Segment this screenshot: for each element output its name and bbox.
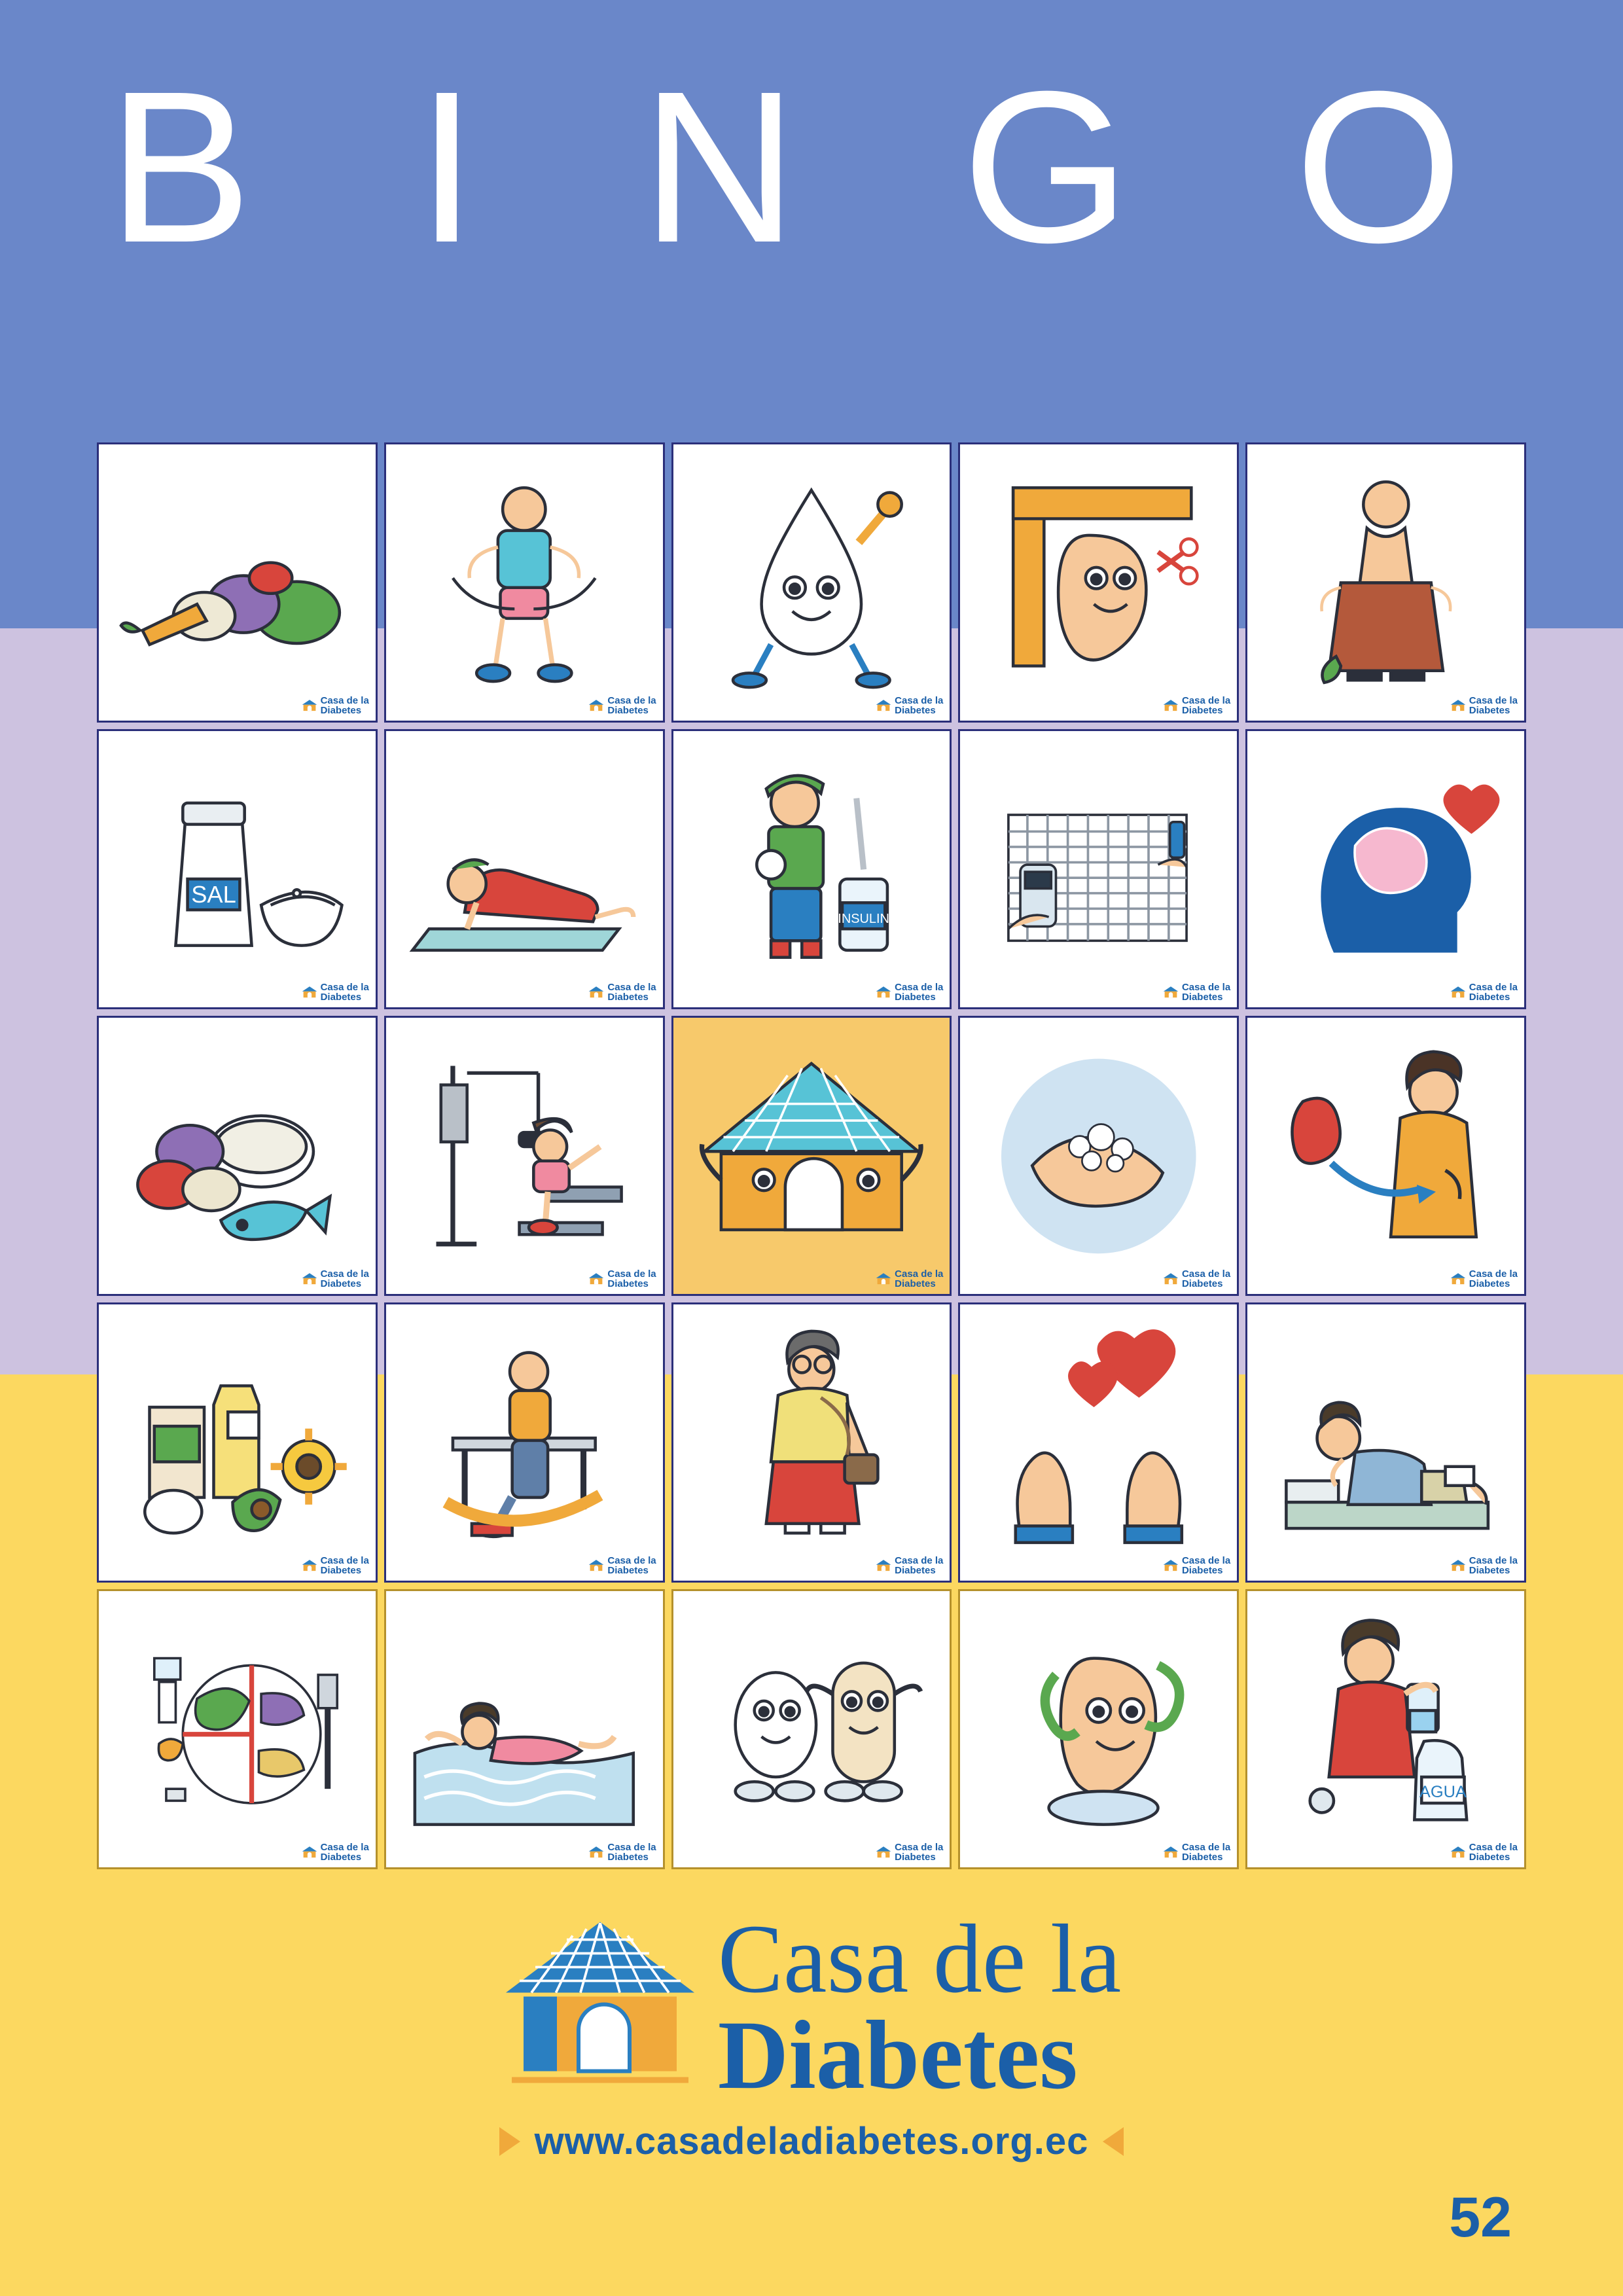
glucometer-log-icon [960,731,1237,1007]
watermark [1162,696,1230,715]
two-pills-icon [673,1591,950,1867]
svg-text:INSULIN: INSULIN [838,911,890,926]
man-resting-leg-icon [1247,1304,1524,1581]
watermark-text [1182,982,1230,1002]
watermark [1450,982,1518,1002]
gym-machine-woman-icon [386,1018,663,1294]
washing-hands-icon [960,1018,1237,1294]
watermark-house-icon [1450,986,1467,999]
watermark-line1: Casa de la [320,695,369,706]
watermark-line2: Diabetes [607,1852,649,1863]
foot-drying-towel-icon [960,1591,1237,1867]
watermark-text [321,1842,369,1862]
plate-method-icon [99,1591,376,1867]
bingo-cell[interactable] [384,1302,665,1583]
watermark-line2: Diabetes [1181,992,1223,1003]
head-brain-heart-icon [1247,731,1524,1007]
watermark [875,1556,943,1575]
watermark-text [1182,1842,1230,1862]
boy-insulin-icon [673,731,950,1007]
watermark-house-icon [588,986,605,999]
watermark [588,1269,656,1289]
watermark [875,1269,943,1289]
bingo-cell[interactable] [1245,442,1526,723]
watermark-line2: Diabetes [320,992,362,1003]
watermark-line1: Casa de la [895,1842,944,1853]
watermark-text [895,1556,943,1575]
watermark-house-icon [1162,1846,1179,1859]
watermark [588,982,656,1002]
watermark-text [1182,696,1230,715]
watermark-line1: Casa de la [1181,982,1231,993]
vegetables-icon [99,444,376,721]
watermark-line2: Diabetes [1469,1565,1510,1576]
watermark-text [1469,982,1518,1002]
watermark-line2: Diabetes [1469,1278,1510,1289]
watermark-house-icon [588,699,605,712]
watermark-line1: Casa de la [1181,695,1231,706]
watermark [301,1842,369,1862]
watermark-line1: Casa de la [320,1555,369,1566]
watermark [301,1556,369,1575]
food-plate-fish-icon [99,1018,376,1294]
watermark-line1: Casa de la [1469,1268,1518,1280]
watermark-house-icon [1162,1559,1179,1572]
watermark-line1: Casa de la [1181,1268,1231,1280]
watermark-line2: Diabetes [607,1565,649,1576]
watermark-house-icon [1450,1559,1467,1572]
watermark-line2: Diabetes [895,1852,936,1863]
watermark-house-icon [588,1272,605,1285]
healthy-oils-icon [99,1304,376,1581]
water-drop-key-icon [673,444,950,721]
bingo-cell[interactable] [671,1016,952,1296]
watermark-text [321,1269,369,1289]
hands-heart-icon [960,1304,1237,1581]
watermark-text [1469,1269,1518,1289]
watermark-line2: Diabetes [1181,1852,1223,1863]
watermark-house-icon [1450,699,1467,712]
watermark-text [1469,696,1518,715]
bingo-cell[interactable] [958,1589,1239,1869]
watermark-text [895,1842,943,1862]
watermark-text [1469,1556,1518,1575]
watermark-line2: Diabetes [895,1565,936,1576]
bingo-cell[interactable] [384,442,665,723]
watermark-line1: Casa de la [1469,982,1518,993]
watermark-line2: Diabetes [320,1278,362,1289]
salt-shaker-icon [99,731,376,1007]
step-exercise-icon [386,1304,663,1581]
watermark [588,696,656,715]
man-big-pants-icon [1247,444,1524,721]
watermark-line1: Casa de la [607,1268,656,1280]
bingo-cell[interactable] [97,1016,378,1296]
footer [0,1905,1623,2163]
watermark-line1: Casa de la [895,1555,944,1566]
watermark-house-icon [301,699,318,712]
bingo-cell[interactable] [671,1589,952,1869]
bingo-cell[interactable] [671,729,952,1009]
watermark [1162,982,1230,1002]
brand-logo-line1: Casa de la [717,1905,1122,2013]
watermark-text [1182,1556,1230,1575]
bingo-cell[interactable] [97,1589,378,1869]
watermark [875,982,943,1002]
watermark-line2: Diabetes [1469,1852,1510,1863]
watermark-line1: Casa de la [607,982,656,993]
watermark-line2: Diabetes [1469,705,1510,716]
watermark-text [607,1842,656,1862]
bingo-cell[interactable] [97,1302,378,1583]
watermark-line2: Diabetes [1181,1278,1223,1289]
brand-logo-text [717,1905,1122,2109]
watermark-line2: Diabetes [895,1278,936,1289]
watermark [1450,696,1518,715]
watermark [1450,1556,1518,1575]
watermark-text [321,982,369,1002]
watermark-line1: Casa de la [1469,1842,1518,1853]
watermark [1162,1269,1230,1289]
bingo-cell[interactable] [958,1302,1239,1583]
watermark [301,1269,369,1289]
watermark-house-icon [875,699,892,712]
watermark-line2: Diabetes [607,1278,649,1289]
kidney-woman-icon [1247,1018,1524,1294]
woman-walking-bag-icon [673,1304,950,1581]
bingo-cell[interactable] [958,1016,1239,1296]
watermark-text [607,1556,656,1575]
watermark-line2: Diabetes [320,1565,362,1576]
watermark-text [895,1269,943,1289]
man-drinking-water-icon [1247,1591,1524,1867]
watermark-line2: Diabetes [1181,705,1223,716]
watermark-line2: Diabetes [607,705,649,716]
bingo-grid [97,442,1526,1869]
watermark-house-icon [301,1846,318,1859]
bingo-cell[interactable] [1245,729,1526,1009]
watermark-house-icon [301,1559,318,1572]
watermark-house-icon [875,1846,892,1859]
bingo-cell[interactable] [958,442,1239,723]
bingo-cell[interactable] [384,729,665,1009]
watermark-house-icon [301,1272,318,1285]
watermark-line2: Diabetes [607,992,649,1003]
watermark [588,1556,656,1575]
watermark-line1: Casa de la [320,1268,369,1280]
watermark-house-icon [1162,986,1179,999]
bingo-cell[interactable] [671,1302,952,1583]
watermark-house-icon [1162,699,1179,712]
watermark-line2: Diabetes [320,705,362,716]
bingo-cell[interactable] [1245,1016,1526,1296]
watermark-line2: Diabetes [1469,992,1510,1003]
foot-measure-scissors-icon [960,444,1237,721]
watermark [1162,1556,1230,1575]
watermark-line1: Casa de la [607,695,656,706]
watermark-house-icon [588,1559,605,1572]
watermark-line1: Casa de la [1469,695,1518,706]
bingo-cell[interactable] [1245,1302,1526,1583]
page-title: B I N G O [107,46,1516,287]
watermark-line1: Casa de la [895,695,944,706]
watermark [1162,1842,1230,1862]
casa-diabetes-logo-icon [502,1912,698,2102]
watermark-line1: Casa de la [1181,1842,1231,1853]
watermark-line2: Diabetes [895,992,936,1003]
bingo-cell[interactable] [671,442,952,723]
watermark-house-icon [1162,1272,1179,1285]
watermark-line1: Casa de la [607,1555,656,1566]
brand-logo [502,1905,1122,2109]
bingo-cell[interactable] [384,1589,665,1869]
watermark-line2: Diabetes [1181,1565,1223,1576]
watermark-line2: Diabetes [895,705,936,716]
triangle-right-icon [499,2127,520,2156]
watermark [588,1842,656,1862]
watermark-text [607,696,656,715]
brand-logo-line2: Diabetes [717,2001,1078,2109]
watermark [301,696,369,715]
casa-diabetes-house-icon [673,1018,950,1294]
watermark [875,1842,943,1862]
svg-text:SAL: SAL [190,880,236,908]
watermark-line1: Casa de la [320,982,369,993]
svg-text:AGUA: AGUA [1419,1782,1467,1801]
watermark-line1: Casa de la [895,1268,944,1280]
watermark-text [895,982,943,1002]
watermark-text [321,1556,369,1575]
watermark-line1: Casa de la [895,982,944,993]
watermark-house-icon [1450,1846,1467,1859]
watermark-house-icon [875,1559,892,1572]
page-number: 52 [1449,2186,1512,2249]
bingo-cell[interactable] [97,442,378,723]
bingo-cell[interactable] [384,1016,665,1296]
watermark-house-icon [301,986,318,999]
bingo-cell[interactable] [958,729,1239,1009]
watermark-text [607,1269,656,1289]
watermark-line1: Casa de la [1469,1555,1518,1566]
watermark-house-icon [875,1272,892,1285]
watermark-line1: Casa de la [1181,1555,1231,1566]
watermark-text [321,696,369,715]
watermark [301,982,369,1002]
swimming-woman-icon [386,1591,663,1867]
bingo-cell[interactable] [97,729,378,1009]
watermark-text [1469,1842,1518,1862]
watermark [1450,1269,1518,1289]
watermark-text [1182,1269,1230,1289]
man-stretching-icon [386,444,663,721]
watermark-house-icon [875,986,892,999]
bingo-cell[interactable] [1245,1589,1526,1869]
watermark-text [607,982,656,1002]
triangle-left-icon [1103,2127,1124,2156]
watermark [875,696,943,715]
watermark-line1: Casa de la [607,1842,656,1853]
watermark-line2: Diabetes [320,1852,362,1863]
watermark [1450,1842,1518,1862]
watermark-text [895,696,943,715]
plank-exercise-icon [386,731,663,1007]
watermark-line1: Casa de la [320,1842,369,1853]
watermark-house-icon [1450,1272,1467,1285]
watermark-house-icon [588,1846,605,1859]
website-url-row[interactable] [499,2119,1124,2163]
website-url[interactable]: www.casadeladiabetes.org.ec [534,2120,1089,2162]
